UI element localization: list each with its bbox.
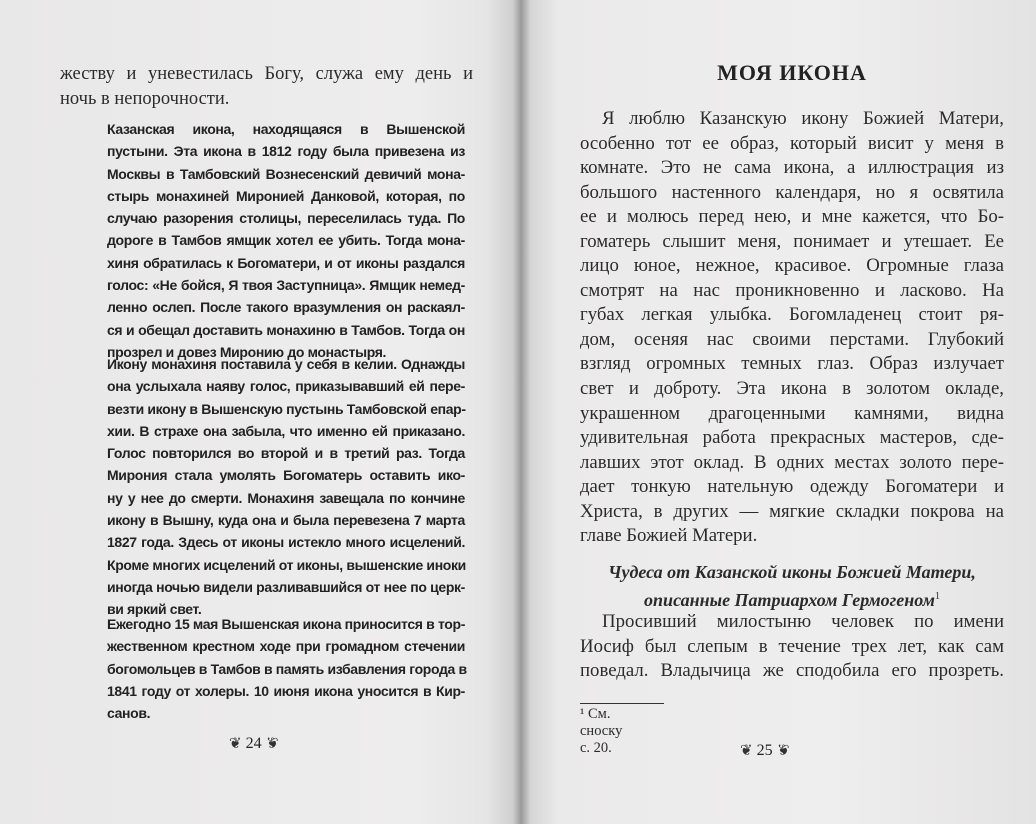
footnote: ¹ См. сноску с. 20. — [580, 706, 623, 756]
text-line: Кроме многих исцелений от иконы, вышенские иноки — [107, 556, 466, 573]
text-line: везти икону в Вышенскую пустынь Тамбовской епар- — [107, 400, 466, 417]
text-line: Ежегодно 15 мая Вышенская икона приносится в тор- — [107, 616, 465, 632]
text-line: стырь монахиней Миронией Данковой, которая, по — [107, 187, 465, 204]
text-line: богомольцев в Тамбов в память избавления города в — [107, 660, 467, 677]
text-line: особенно тот ее образ, который висит у меня в — [580, 132, 1004, 154]
text-line: санов. — [107, 705, 151, 722]
text-line: дает тонкую нательную одежду Богоматери и — [580, 476, 1004, 498]
text-line: Икону монахиня поставила у себя в келии. Однажды — [107, 356, 465, 372]
text-line: хиня обратилась к Богоматери, и от иконы раздался — [107, 254, 465, 271]
text-line: 1841 году от холеры. 10 июня икона уносится в Кир- — [107, 682, 465, 699]
ornament-icon: ❦ — [229, 736, 240, 752]
text-line: Казанская икона, находящаяся в Вышенской — [107, 121, 465, 137]
text-line: голос: «Не бойся, Я твоя Заступница». Ямщик немед- — [107, 277, 465, 294]
line-text: . Эта икона в 1812 году была привезена из — [164, 143, 465, 160]
heading-end: пустыни — [107, 143, 165, 160]
paragraph-my-icon — [580, 107, 1004, 549]
chapter-title: МОЯ ИКОНА — [717, 60, 867, 85]
text-line: губах легкая улыбка. Богомладенец стоит ря- — [580, 304, 1004, 326]
paragraph-body — [107, 163, 465, 364]
subheading-line — [580, 585, 1004, 613]
paragraph-kelia — [107, 353, 465, 621]
footnote-marker: 1 — [934, 590, 940, 602]
text-line: ви яркий свет. — [107, 601, 202, 618]
text-line: икону в Вышну, куда она и была перевезена 7 марта — [107, 512, 465, 529]
footnote-divider — [580, 703, 664, 704]
text-line: главе Божией Матери. — [580, 525, 758, 547]
text-line: свет и доброту. Эта икона в золотом окладе, — [580, 378, 1004, 400]
paragraph-procession — [107, 613, 465, 724]
section-subheading — [580, 560, 1004, 612]
ornament-icon: ❦ — [267, 736, 279, 752]
paragraph-iosif — [580, 610, 1004, 684]
text-line: ленно ослеп. После такого вразумления он раскаял- — [107, 299, 465, 316]
text-line: поведал. Владычица же сподобила его прозреть. — [580, 660, 1004, 682]
text-line: жеству и уневестилась Богу, служа ему день и — [60, 64, 473, 84]
text-line: случаю разорения столицы, переселилась туда. По — [107, 210, 465, 227]
text-line: большого настенного календаря, но я освятила — [580, 181, 1004, 203]
text-line: ночь в непорочности. — [60, 89, 230, 109]
ornament-icon: ❦ — [740, 743, 751, 759]
text-line: Москвы в Тамбовский Вознесенский девичий мона- — [107, 165, 465, 182]
text-line: удивительная работа прекрасных мастеров, сде- — [580, 427, 1004, 449]
page-number-right — [740, 741, 789, 760]
text-line: лавших этот оклад. В одних местах золото пере- — [580, 451, 1004, 473]
text-line: иногда ночью видели разливавшийся от нее по церк- — [107, 578, 465, 595]
text-line: Просивший милостыню человек по имени — [602, 611, 1004, 632]
page-number-left — [229, 734, 278, 753]
page-number: 24 — [245, 734, 262, 752]
text-line: 1827 года. Здесь от иконы истекло много исцелений. — [107, 534, 465, 551]
text-line: она услыхала наяву голос, приказывавший ей пере- — [107, 378, 465, 395]
text-line: взгляд огромных темных глаз. Образ излучает — [580, 353, 1004, 375]
text-line: хии. В страхе она забыла, что именно ей приказано. — [107, 422, 465, 439]
text-line: Иосиф был слепым в течение трех лет, как сам — [580, 635, 1004, 657]
text-line: дом, осеняя нас своими перстами. Глубокий — [580, 328, 1004, 350]
text-line: украшенном драгоценными камнями, видна — [580, 402, 1004, 424]
text-line: Христа, в других — мягкие складки покрова на — [580, 500, 1004, 522]
text-line — [107, 140, 465, 162]
subheading-text: описанные Патриархом Гермогеном — [644, 589, 935, 610]
text-line: прозрел и довез Миронию до монастыря. — [107, 343, 387, 360]
page-number: 25 — [756, 741, 773, 759]
text-line: смотрят на нас проникновенно и ласково. На — [580, 279, 1004, 301]
text-line: Мирония стала умолять Богоматерь оставить ико- — [107, 467, 465, 484]
text-line: Голос повторился во второй и в третий раз. Тогда — [107, 445, 465, 462]
subheading-line: Чудеса от Казанской иконы Божией Матери, — [608, 562, 976, 582]
text-line: Я люблю Казанскую икону Божией Матери, — [602, 108, 1004, 129]
text-line: жественном крестном ходе при громадном стечении — [107, 638, 465, 655]
text-line: лицо юное, нежное, красивое. Огромные глаза — [580, 255, 1004, 277]
ornament-icon: ❦ — [778, 743, 790, 759]
text-line: гоматерь слышит меня, понимает и утешает. Ее — [580, 230, 1004, 252]
text-line: ся и обещал доставить монахиню в Тамбов. Тогда он — [107, 321, 465, 338]
paragraph-vyshensk-icon — [107, 118, 465, 363]
text-line: ее и молюсь перед нею, и мне кажется, что Бо- — [580, 206, 1004, 228]
intro-text — [60, 62, 473, 112]
text-line: дороге в Тамбов ямщик хотел ее убить. Тогда мона- — [107, 232, 465, 249]
text-line: ну у нее до смерти. Монахиня завещала по кончине — [107, 489, 465, 506]
text-line: комнате. Это не сама икона, а иллюстрация из — [580, 157, 1004, 179]
